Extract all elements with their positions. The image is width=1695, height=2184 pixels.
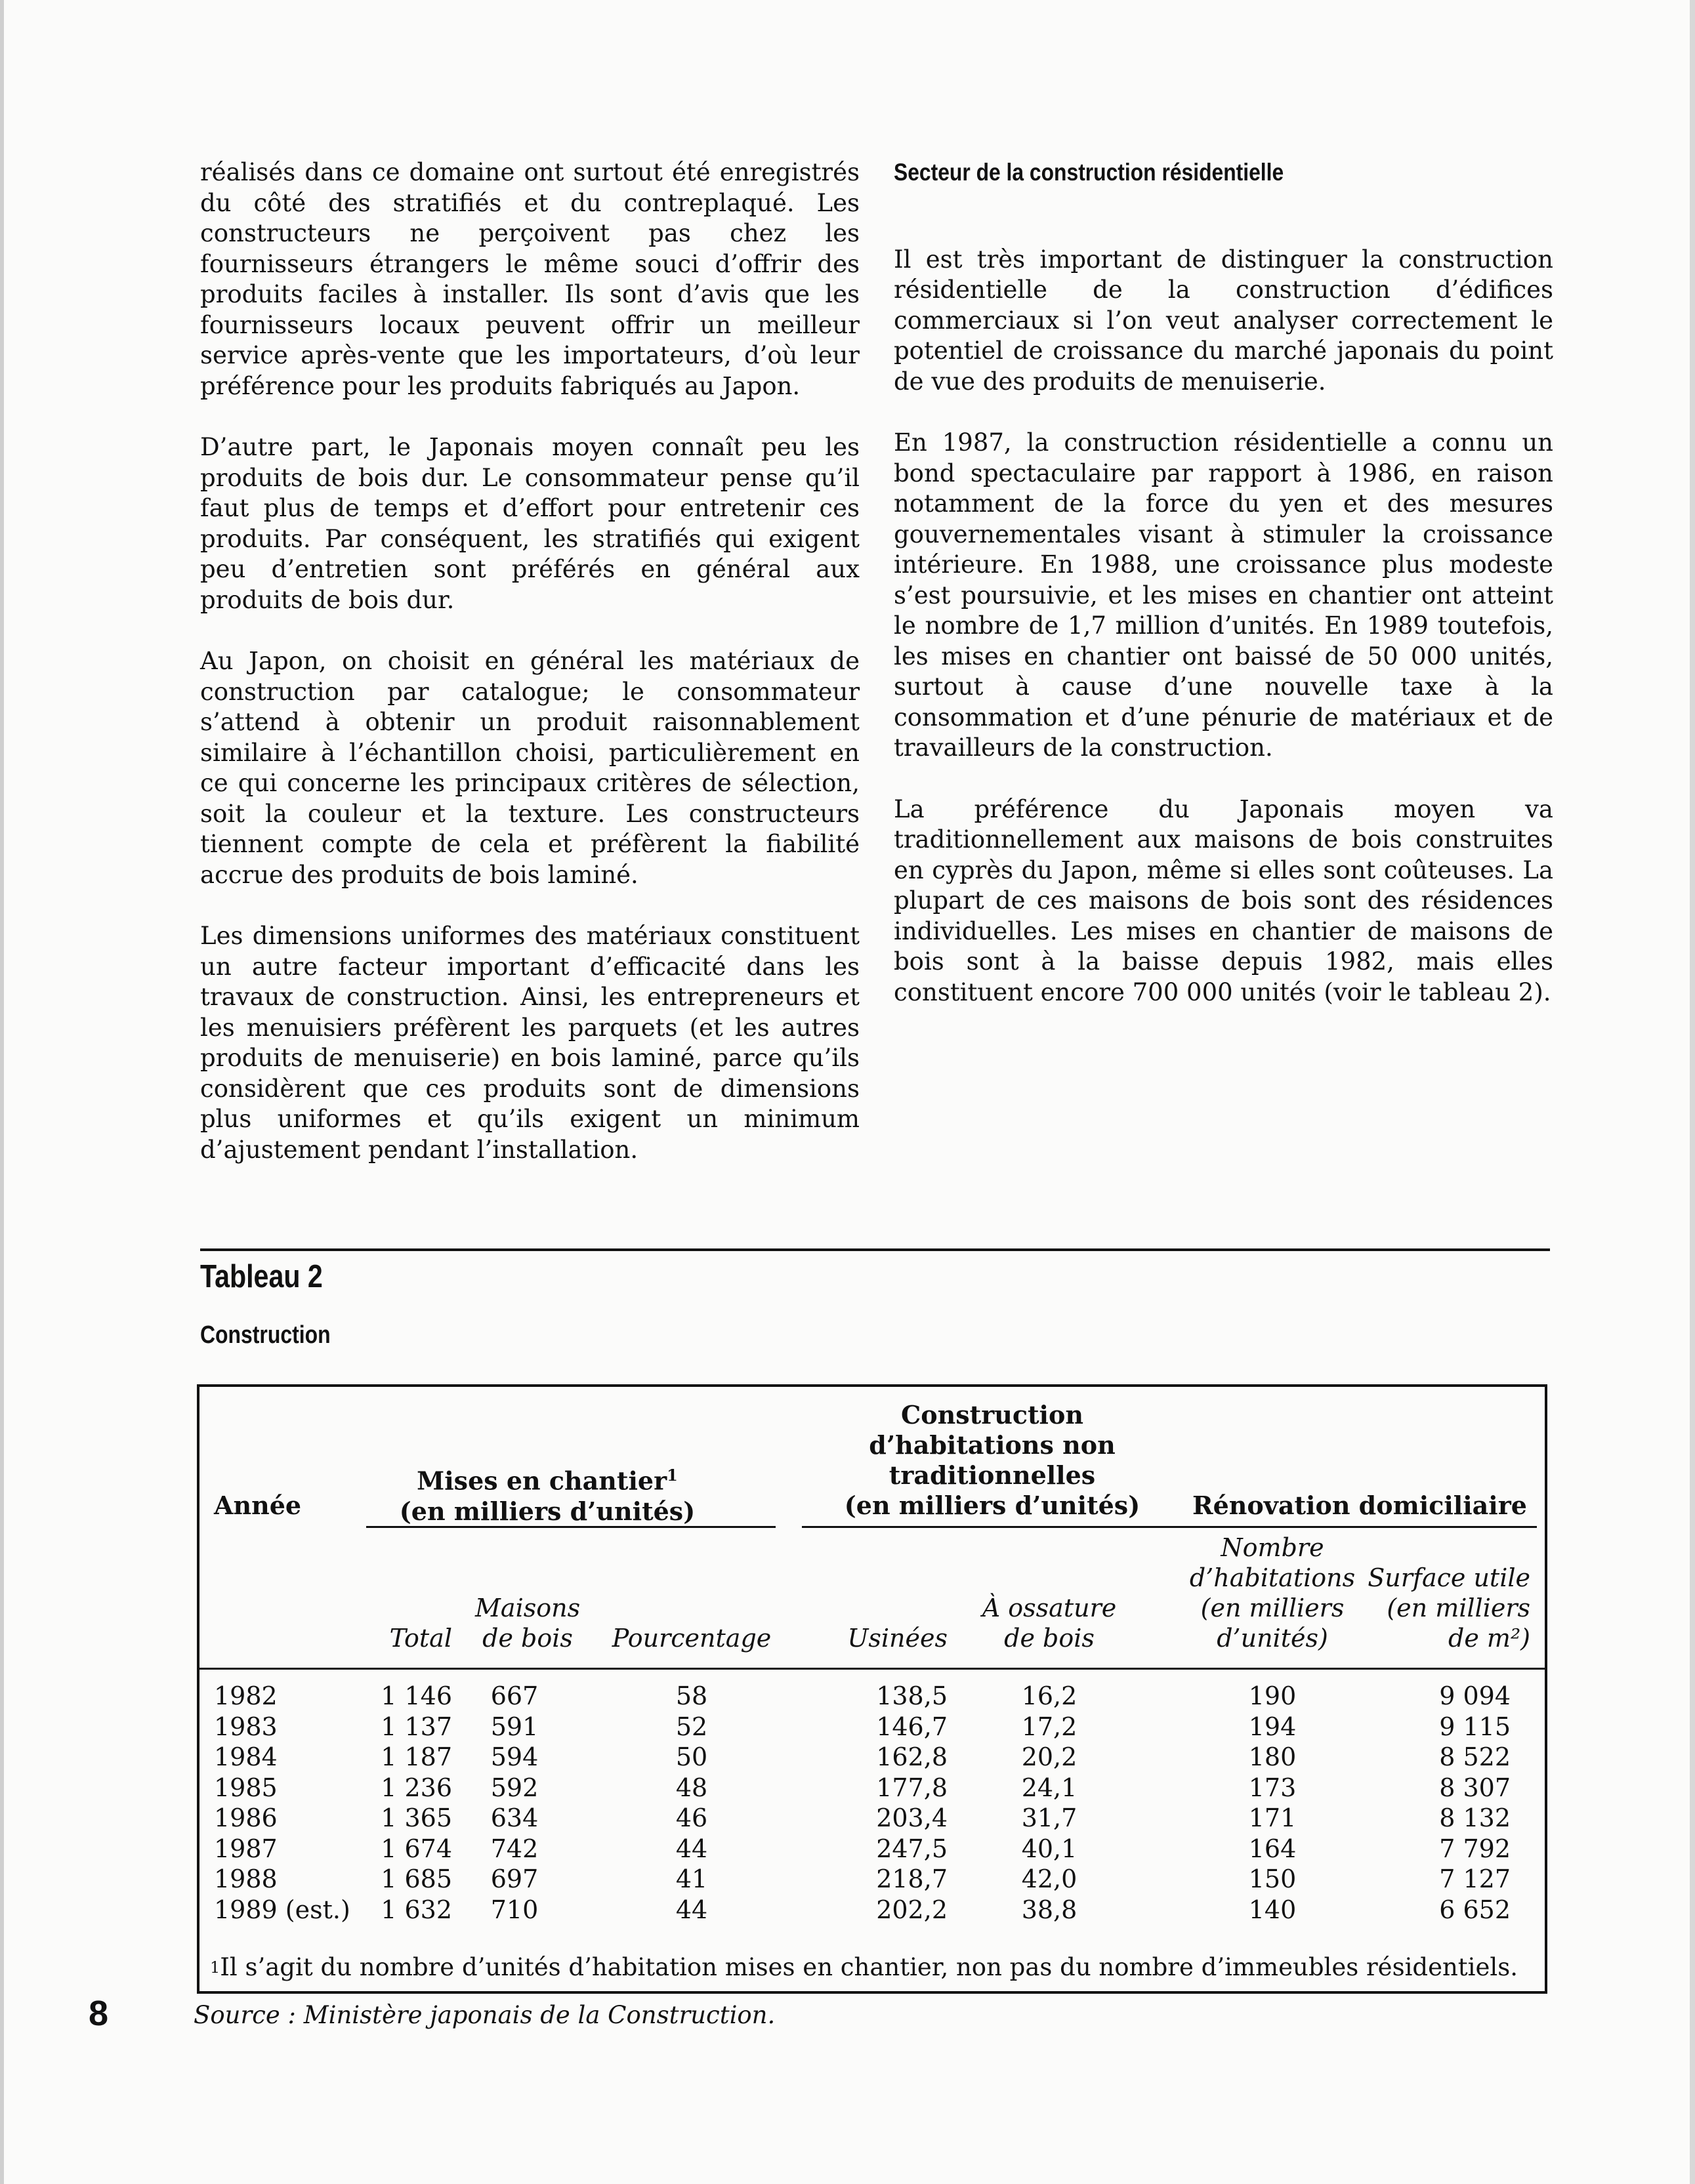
table-cell-ossature: 38,8 (1021, 1895, 1078, 1924)
table-cell-pct: 50 (675, 1742, 708, 1771)
subheader-text: Surface utile (1368, 1563, 1530, 1592)
paragraph: La préférence du Japonais moyen va traditionnellement aux maisons de bois construites en cyprès du Japon, même si elles sont coûteuses. La plupart de ces maisons de bois sont des résidences individuelles. Les mises en chantier de maisons de bois sont à la baisse depuis 1982, mais elles constituent encore 700 000 unités (voir le tableau 2). (894, 794, 1553, 1006)
footnote-mark: 1 (210, 1958, 220, 1977)
table-cell-maisons: 710 (490, 1895, 539, 1924)
table-cell-ossature: 16,2 (1021, 1681, 1078, 1710)
table-cell-usinees: 146,7 (876, 1712, 948, 1741)
table-cell-total: 1 365 (381, 1803, 452, 1832)
table-cell-total: 1 187 (381, 1742, 452, 1771)
table-cell-nombre: 194 (1248, 1712, 1297, 1741)
construction-table (197, 1384, 1547, 1994)
footnote-text: Il s’agit du nombre d’unités d’habitation mises en chantier, non pas du nombre d’immeubles résidentiels. (220, 1953, 1518, 1981)
subheader-text: d’unités) (1217, 1624, 1328, 1653)
table-cell-pct: 48 (675, 1773, 708, 1802)
header-text: d’habitations non (869, 1430, 1116, 1460)
table-cell-ossature: 20,2 (1021, 1742, 1078, 1771)
table-cell-nombre: 150 (1248, 1865, 1297, 1893)
table-cell-ossature: 24,1 (1021, 1773, 1078, 1802)
table-cell-surface: 8 522 (1439, 1742, 1511, 1771)
table-cell-maisons: 634 (490, 1803, 539, 1832)
paragraph: Au Japon, on choisit en général les matériaux de construction par catalogue; le consommateur s’attend à obtenir un produit raisonnablement similaire à l’échantillon choisi, particulièrement en ce qui concerne les principaux critères de sélection, soit la couleur et la texture. Les constructeurs tiennent compte de cela et préfèrent la fiabilité accrue des produits de bois laminé. (200, 647, 860, 889)
table-cell-ossature: 17,2 (1021, 1712, 1078, 1741)
header-annee: Année (214, 1491, 302, 1520)
table-cell-ossature: 31,7 (1021, 1803, 1078, 1832)
table-cell-annee: 1986 (214, 1803, 278, 1832)
header-text: Mises en chantier (417, 1466, 667, 1496)
header-text: Construction (901, 1400, 1083, 1430)
table-cell-surface: 9 115 (1439, 1712, 1511, 1741)
footnote-ref: 1 (667, 1466, 678, 1485)
table-cell-nombre: 140 (1248, 1895, 1297, 1924)
subheader-text: (en milliers (1200, 1594, 1345, 1622)
table-cell-pct: 46 (675, 1803, 708, 1832)
paragraph: Les dimensions uniformes des matériaux constituent un autre facteur important d’efficacité dans les travaux de construction. Ainsi, les entrepreneurs et les menuisiers préfèrent les parquets (et les autres produits de menuiserie) en bois laminé, parce qu’ils considèrent que ces produits sont de dimensions plus uniformes et qu’ils exigent un minimum d’ajustement pendant l’installation. (200, 922, 860, 1164)
table-cell-annee: 1988 (214, 1865, 278, 1893)
header-underline (802, 1526, 1182, 1528)
table-cell-maisons: 591 (490, 1712, 539, 1741)
table-source: Source : Ministère japonais de la Construction. (194, 2001, 776, 2029)
table-cell-usinees: 177,8 (876, 1773, 948, 1802)
table-cell-maisons: 697 (490, 1865, 539, 1893)
table-top-rule (200, 1248, 1550, 1251)
table-cell-total: 1 146 (381, 1681, 452, 1710)
table-cell-pct: 52 (675, 1712, 708, 1741)
table-cell-usinees: 247,5 (876, 1834, 948, 1863)
table-cell-usinees: 138,5 (876, 1681, 948, 1710)
table-cell-maisons: 667 (490, 1681, 539, 1710)
table-cell-total: 1 674 (381, 1834, 452, 1863)
subheader-text: (en milliers (1387, 1594, 1530, 1622)
left-column (200, 157, 860, 1196)
table-cell-surface: 7 127 (1439, 1865, 1511, 1893)
paragraph: D’autre part, le Japonais moyen connaît peu les produits de bois dur. Le consommateur pense qu’il faut plus de temps et d’effort pour entretenir ces produits. Par conséquent, les stratifiés qui exigent peu d’entretien sont préférés en général aux produits de bois dur. (200, 433, 860, 614)
paragraph: réalisés dans ce domaine ont surtout été enregistrés du côté des stratifiés et du contreplaqué. Les constructeurs ne perçoivent pas chez les fournisseurs étrangers le même souci d’offrir des produits faciles à installer. Ils sont d’avis que les fournisseurs locaux peuvent offrir un meilleur service après-vente que les importateurs, d’où leur préférence pour les produits fabriqués au Japon. (200, 158, 860, 400)
table-footnote (210, 1952, 1518, 1983)
subheader-text: de m²) (1448, 1624, 1530, 1653)
table-cell-total: 1 632 (381, 1895, 452, 1924)
table-cell-annee: 1989 (est.) (214, 1895, 350, 1924)
subheader-a-ossature (967, 1593, 1131, 1653)
header-text: (en milliers d’unités) (399, 1496, 696, 1526)
table-cell-ossature: 42,0 (1021, 1865, 1078, 1893)
table-cell-total: 1 137 (381, 1712, 452, 1741)
table-cell-pct: 44 (675, 1895, 708, 1924)
scan-edge-left (0, 0, 4, 2184)
table-cell-maisons: 594 (490, 1742, 539, 1771)
table-cell-usinees: 202,2 (876, 1895, 948, 1924)
right-column (894, 157, 1553, 1039)
paragraph: En 1987, la construction résidentielle a connu un bond spectaculaire par rapport à 1986, en raison notamment de la force du yen et des mesures gouvernementales visant à stimuler la croissance intérieure. En 1988, une croissance plus modeste s’est poursuivie, et les mises en chantier ont atteint le nombre de 1,7 million d’unités. En 1989 toutefois, les mises en chantier ont baissé de 50 000 unités, surtout à cause d’une nouvelle taxe à la consommation et d’une pénurie de matériaux et de travailleurs de la construction. (894, 428, 1553, 762)
header-mises-en-chantier (370, 1460, 724, 1527)
paragraph: Il est très important de distinguer la construction résidentielle de la construction d’édifices commerciaux si l’on veut analyser correctement le potentiel de croissance du marché japonais du point de vue des produits de menuiserie. (894, 245, 1553, 396)
scan-edge-right (1690, 0, 1695, 2184)
table-cell-nombre: 171 (1248, 1803, 1297, 1832)
subheader-text: Nombre (1221, 1533, 1324, 1562)
table-cell-annee: 1987 (214, 1834, 278, 1863)
table-cell-surface: 8 307 (1439, 1773, 1511, 1802)
table-cell-usinees: 218,7 (876, 1865, 948, 1893)
table-cell-pct: 41 (675, 1865, 708, 1893)
subheader-surface-utile (1368, 1563, 1530, 1653)
table-cell-total: 1 685 (381, 1865, 452, 1893)
header-underline (366, 1526, 776, 1528)
subheader-pourcentage: Pourcentage (612, 1624, 772, 1653)
table-cell-pct: 58 (675, 1681, 708, 1710)
table-cell-nombre: 173 (1248, 1773, 1297, 1802)
table-cell-ossature: 40,1 (1021, 1834, 1078, 1863)
table-cell-surface: 9 094 (1439, 1681, 1511, 1710)
table-cell-maisons: 742 (490, 1834, 539, 1863)
header-text: traditionnelles (889, 1460, 1096, 1490)
table-subtitle: Construction (200, 1321, 331, 1349)
table-cell-usinees: 203,4 (876, 1803, 948, 1832)
subheader-text: de bois (482, 1624, 573, 1653)
subheader-rule (199, 1668, 1545, 1670)
page-number: 8 (89, 1994, 109, 2033)
table-cell-nombre: 180 (1248, 1742, 1297, 1771)
header-construction-non-traditionnelles (802, 1400, 1182, 1521)
subheader-text: Maisons (475, 1594, 581, 1622)
header-renovation-domiciliaire: Rénovation domiciliaire (1192, 1491, 1527, 1520)
table-cell-surface: 6 652 (1439, 1895, 1511, 1924)
table-cell-nombre: 164 (1248, 1834, 1297, 1863)
table-cell-total: 1 236 (381, 1773, 452, 1802)
table-cell-nombre: 190 (1248, 1681, 1297, 1710)
table-cell-annee: 1982 (214, 1681, 278, 1710)
subheader-maisons-de-bois (475, 1593, 580, 1653)
table-cell-annee: 1983 (214, 1712, 278, 1741)
table-cell-annee: 1985 (214, 1773, 278, 1802)
subheader-nombre-habitations (1184, 1533, 1361, 1653)
section-heading: Secteur de la construction résidentielle (894, 159, 1284, 186)
header-underline (1182, 1526, 1537, 1528)
table-cell-maisons: 592 (490, 1773, 539, 1802)
table-cell-surface: 7 792 (1439, 1834, 1511, 1863)
subheader-text: À ossature (982, 1594, 1117, 1622)
subheader-text: d’habitations (1189, 1563, 1356, 1592)
subheader-usinees: Usinées (847, 1624, 948, 1653)
header-text: (en milliers d’unités) (844, 1491, 1140, 1520)
table-cell-annee: 1984 (214, 1742, 278, 1771)
subheader-total: Total (389, 1624, 452, 1653)
subheader-text: de bois (1004, 1624, 1095, 1653)
table-cell-pct: 44 (675, 1834, 708, 1863)
table-cell-usinees: 162,8 (876, 1742, 948, 1771)
table-title: Tableau 2 (200, 1259, 323, 1294)
table-cell-surface: 8 132 (1439, 1803, 1511, 1832)
